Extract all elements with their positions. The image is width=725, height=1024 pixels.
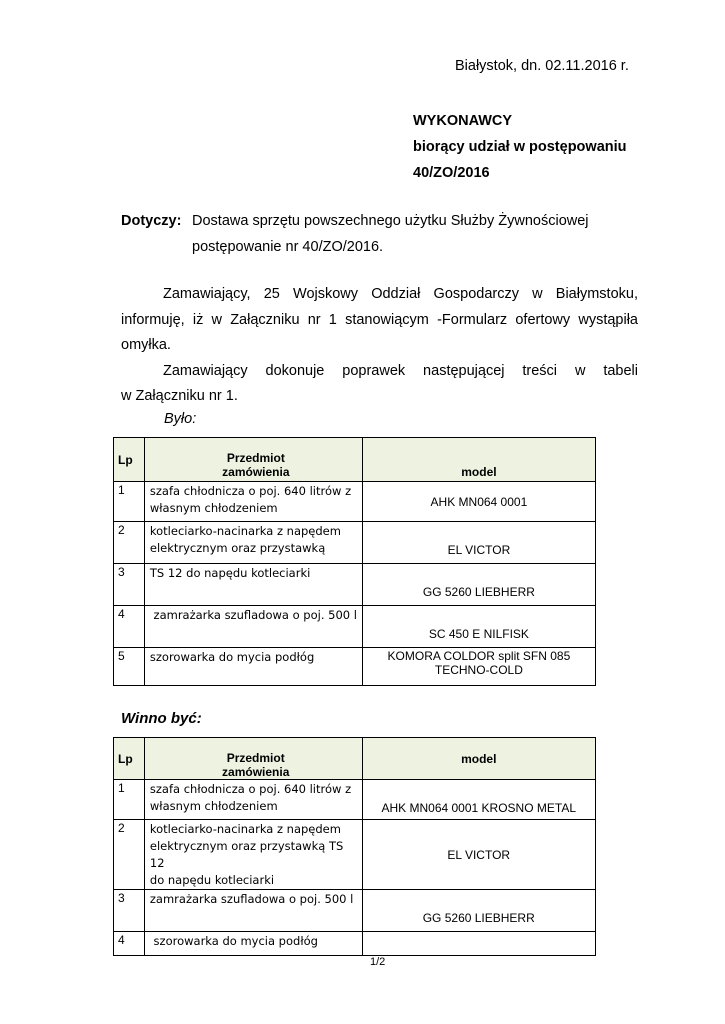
header-lp: Lp [114, 438, 145, 482]
row-item-line: zamrażarka szufladowa o poj. 500 l [149, 608, 357, 622]
table-row [114, 564, 596, 606]
table-row [114, 820, 596, 890]
row-item [150, 932, 362, 950]
recipient-line: biorący udział w postępowaniu [413, 139, 627, 155]
row-item-line: własnym chłodzeniem [149, 799, 278, 813]
row-item-line: szorowarka do mycia podłóg [149, 934, 318, 948]
row-item-line: szafa chłodnicza o poj. 640 litrów z [149, 782, 352, 796]
row-item [150, 564, 362, 582]
row-model: TECHNO-COLD [434, 663, 523, 677]
row-model: AHK MN064 0001 KROSNO METAL [381, 801, 576, 815]
row-item-line: szorowarka do mycia podłóg [149, 650, 315, 664]
table-row [114, 606, 596, 648]
recipient-line: WYKONAWCY [413, 113, 513, 129]
row-number: 5 [118, 649, 125, 663]
row-item [150, 482, 362, 517]
table-row [114, 648, 596, 686]
row-item-line: własnym chłodzeniem [149, 501, 278, 515]
row-number: 4 [118, 607, 125, 621]
row-number: 1 [118, 483, 125, 497]
row-number: 3 [118, 891, 125, 905]
table-row [114, 482, 596, 522]
header-item-line: Przedmiot [226, 751, 285, 765]
header-item-line: zamówienia [222, 765, 290, 779]
row-model: AHK MN064 0001 [430, 494, 528, 509]
row-item [150, 820, 362, 889]
subject-line: Dostawa sprzętu powszechnego użytku Służby Żywnościowej [192, 213, 589, 229]
subject-label: Dotyczy: [121, 213, 182, 229]
row-item [150, 606, 362, 624]
row-number: 3 [118, 565, 125, 579]
paragraph-error-notice: Zamawiający, 25 Wojskowy Oddział Gospodarczy w Białymstoku, informuję, iż w Załączniku nr 1 stanowiącym -Formularz ofertowy wystąpiła omyłka. [121, 286, 638, 353]
header-lp: Lp [114, 738, 145, 780]
table-row [114, 890, 596, 932]
header-item-line: zamówienia [222, 465, 290, 479]
date-line: Białystok, dn. 02.11.2016 r. [455, 58, 629, 74]
row-item-line: szafa chłodnicza o poj. 640 litrów z [149, 484, 352, 498]
row-item-line: elektrycznym oraz przystawką TS 12 [149, 839, 344, 870]
row-item-line: TS 12 do napędu kotleciarki [149, 566, 311, 580]
row-model: EL VICTOR [447, 543, 511, 557]
header-item [144, 438, 362, 482]
row-item-line: elektrycznym oraz przystawką [149, 541, 326, 555]
label-was: Było: [164, 411, 197, 427]
header-item [144, 738, 362, 780]
row-model: EL VICTOR [447, 847, 511, 862]
row-item-line: zamrażarka szufladowa o poj. 500 l [149, 892, 354, 906]
row-item [150, 522, 362, 557]
row-item-line: kotleciarko-nacinarka z napędem [149, 822, 341, 836]
row-item [150, 890, 362, 908]
subject-text [192, 208, 672, 260]
table-row [114, 522, 596, 564]
label-should-be: Winno być: [121, 710, 202, 727]
subject-line: postępowanie nr 40/ZO/2016. [192, 239, 384, 255]
header-model: model [362, 438, 595, 482]
table-row [114, 932, 596, 956]
row-number: 2 [118, 523, 125, 537]
paragraph-correction-line1: Zamawiający dokonuje poprawek następującej treści w tabeli [163, 362, 638, 379]
row-item-line: do napędu kotleciarki [149, 873, 275, 887]
row-number: 2 [118, 821, 125, 835]
table-was [113, 437, 596, 686]
row-item [150, 780, 362, 815]
row-model: SC 450 E NILFISK [428, 627, 529, 641]
row-model: GG 5260 LIEBHERR [422, 585, 535, 599]
header-item-line: Przedmiot [226, 451, 285, 465]
recipient-line: 40/ZO/2016 [413, 165, 490, 181]
row-number: 1 [118, 781, 125, 795]
paragraph-correction-line2: w Załączniku nr 1. [121, 388, 238, 404]
row-model: KOMORA COLDOR split SFN 085 [387, 649, 571, 663]
row-item [150, 648, 362, 666]
body-text [121, 282, 638, 410]
row-model: GG 5260 LIEBHERR [422, 911, 535, 925]
table-should-be [113, 737, 596, 956]
row-item-line: kotleciarko-nacinarka z napędem [149, 524, 341, 538]
header-model: model [362, 738, 596, 780]
row-number: 4 [118, 933, 125, 947]
table-row [114, 780, 596, 820]
page-number: 1/2 [370, 956, 386, 968]
recipient-block [413, 108, 627, 186]
